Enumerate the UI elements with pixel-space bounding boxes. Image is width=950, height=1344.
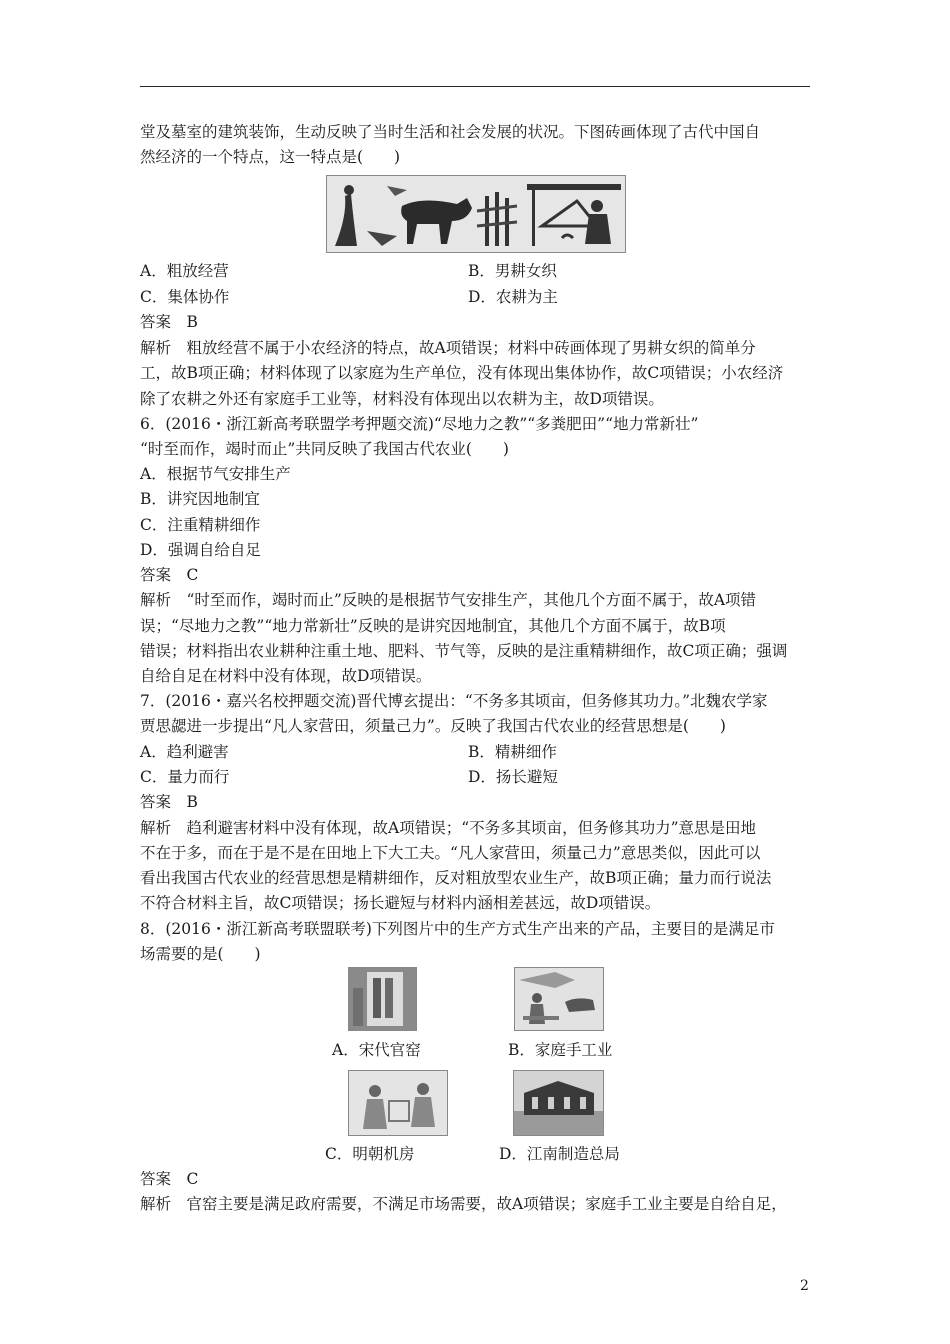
q6-analysis-line-3: 错误；材料指出农业耕种注重土地、肥料、节气等，反映的是注重精耕细作，故C项正确；强调 [140, 642, 788, 660]
q7-option-b: B．精耕细作 [468, 743, 557, 761]
q6-stem-line-2: “时至而作，竭时而止”共同反映了我国古代农业( ) [140, 440, 509, 458]
q8-caption-a: A．宋代官窑 [332, 1041, 421, 1059]
family-handicraft-image [514, 967, 604, 1031]
q8-caption-c: C．明朝机房 [325, 1145, 415, 1163]
q8-stem-line-1: 8．(2016・浙江新高考联盟联考)下列图片中的生产方式生产出来的产品，主要目的是满足市 [140, 920, 775, 938]
q7-analysis-line-1: 解析 趋利避害材料中没有体现，故A项错误；“不务多其顷亩，但务修其功力”意思是田地 [140, 819, 757, 837]
q5-option-d: D．农耕为主 [468, 288, 558, 306]
ming-weaving-house-image [348, 1070, 448, 1136]
q8-stem-line-2: 场需要的是( ) [140, 945, 261, 963]
q5-analysis-line-2: 工，故B项正确；材料体现了以家庭为生产单位，没有体现出集体协作，故C项错误；小农经济 [140, 364, 784, 382]
q8-caption-b: B．家庭手工业 [508, 1041, 613, 1059]
jiangnan-arsenal-image [513, 1070, 604, 1136]
q5-stem-line-1: 堂及墓室的建筑装饰，生动反映了当时生活和社会发展的状况。下图砖画体现了古代中国自 [140, 123, 761, 141]
q7-stem-line-2: 贾思勰进一步提出“凡人家营田，须量己力”。反映了我国古代农业的经营思想是( ) [140, 717, 726, 735]
q6-option-a: A．根据节气安排生产 [140, 465, 291, 483]
q6-answer: 答案 C [140, 566, 199, 584]
brick-painting-image [326, 175, 626, 253]
song-official-kiln-image [348, 967, 417, 1031]
q6-analysis-line-4: 自给自足在材料中没有体现，故D项错误。 [140, 667, 432, 685]
q7-option-a: A．趋利避害 [140, 743, 229, 761]
q7-stem-line-1: 7．(2016・嘉兴名校押题交流)晋代博玄提出：“不务多其顷亩，但务修其功力。”北魏农学家 [140, 692, 768, 710]
q6-option-c: C．注重精耕细作 [140, 516, 261, 534]
q5-answer: 答案 B [140, 313, 198, 331]
q8-answer: 答案 C [140, 1170, 199, 1188]
q6-analysis-line-2: 误；“尽地力之教”“地力常新壮”反映的是讲究因地制宜，其他几个方面不属于，故B项 [140, 617, 726, 635]
header-rule [140, 86, 810, 87]
q5-analysis-line-3: 除了农耕之外还有家庭手工业等，材料没有体现出以农耕为主，故D项错误。 [140, 390, 664, 408]
page-number: 2 [800, 1278, 809, 1294]
q5-option-b: B．男耕女织 [468, 262, 557, 280]
q6-analysis-line-1: 解析 “时至而作，竭时而止”反映的是根据节气安排生产，其他几个方面不属于，故A项错 [140, 591, 757, 609]
q7-analysis-line-4: 不符合材料主旨，故C项错误；扬长避短与材料内涵相差甚远，故D项错误。 [140, 894, 661, 912]
q5-option-a: A．粗放经营 [140, 262, 229, 280]
q5-stem-line-2: 然经济的一个特点，这一特点是( ) [140, 148, 401, 166]
q7-option-c: C．量力而行 [140, 768, 230, 786]
q7-answer: 答案 B [140, 793, 198, 811]
q8-analysis-line-1: 解析 官窑主要是满足政府需要，不满足市场需要，故A项错误；家庭手工业主要是自给自足， [140, 1195, 787, 1213]
q7-analysis-line-3: 看出我国古代农业的经营思想是精耕细作，反对粗放型农业生产，故B项正确；量力而行说法 [140, 869, 772, 887]
q6-option-b: B．讲究因地制宜 [140, 490, 260, 508]
q7-analysis-line-2: 不在于多，而在于是不是在田地上下大工夫。“凡人家营田，须量己力”意思类似，因此可以 [140, 844, 761, 862]
q8-caption-d: D．江南制造总局 [499, 1145, 620, 1163]
q5-option-c: C．集体协作 [140, 288, 230, 306]
q7-option-d: D．扬长避短 [468, 768, 558, 786]
q5-analysis-line-1: 解析 粗放经营不属于小农经济的特点，故A项错误；材料中砖画体现了男耕女织的简单分 [140, 339, 756, 357]
q6-option-d: D．强调自给自足 [140, 541, 261, 559]
q6-stem-line-1: 6．(2016・浙江新高考联盟学考押题交流)“尽地力之教”“多粪肥田”“地力常新壮” [140, 415, 699, 433]
